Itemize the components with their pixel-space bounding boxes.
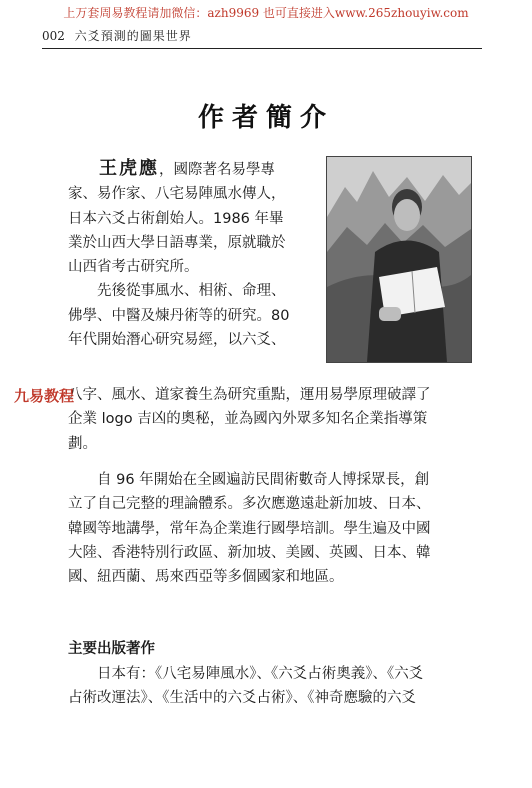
career-line: 國、紐西蘭、馬來西亞等多個國家和地區。	[68, 569, 344, 586]
bio-line: 企業 logo 吉凶的奧秘，並為國內外眾多知名企業指導策	[68, 411, 428, 428]
bio-line: 劃。	[68, 435, 97, 452]
section-heading: 主要出版著作	[68, 641, 155, 657]
watermark-text: 上万套周易教程请加微信：azh9969 也可直接进入www.265zhouyiw.com	[63, 6, 469, 20]
author-photo-illustration	[327, 157, 471, 362]
bio-paragraph	[68, 157, 328, 352]
career-line: 自 96 年開始在全國遍訪民間術數奇人博採眾長，創	[97, 472, 430, 488]
bio-line: 業於山西大學日語專業，原就職於	[68, 234, 286, 251]
career-line: 韓國等地講學，常年為企業進行國學培訓。學生遍及中國	[68, 520, 431, 537]
header-rule	[42, 48, 482, 49]
running-header	[42, 27, 192, 44]
career-paragraph	[68, 468, 508, 589]
author-photo	[326, 156, 472, 363]
works-line: 日本有：《八宅易陣風水》、《六爻占術奧義》、《六爻	[97, 666, 424, 682]
bio-line: 年代開始潛心研究易經，以六爻、	[68, 332, 286, 349]
bio-line: ，國際著名易學專	[159, 162, 275, 178]
author-name: 王虎應	[99, 158, 159, 179]
career-line: 大陸、香港特別行政區、新加坡、美國、英國、日本、韓	[68, 544, 431, 561]
bio-line: 日本六爻占術創始人。1986 年畢	[68, 210, 284, 227]
bio-line: 先後從事風水、相術、命理、	[97, 283, 286, 300]
bio-paragraph-continued	[68, 383, 508, 456]
career-line: 立了自己完整的理論體系。多次應邀遠赴新加坡、日本、	[68, 496, 431, 513]
book-title: 六爻預測的圖果世界	[74, 29, 192, 43]
bio-line: 八字、風水、道家養生為研究重點，運用易學原理破譯了	[68, 387, 431, 403]
bio-first-line	[68, 157, 328, 182]
works-paragraph	[68, 662, 508, 711]
works-line: 占術改運法》、《生活中的六爻占術》、《神奇應驗的六爻	[68, 690, 416, 707]
bio-line: 山西省考古研究所。	[68, 259, 199, 276]
page-title: 作者簡介	[197, 103, 334, 133]
page-number: 002	[42, 29, 65, 43]
bio-line: 家、易作家、八宅易陣風水傳人，	[68, 186, 286, 203]
watermark-logo: 九易教程	[14, 387, 75, 405]
bio-line: 佛學、中醫及煉丹術等的研究。80	[68, 307, 290, 324]
